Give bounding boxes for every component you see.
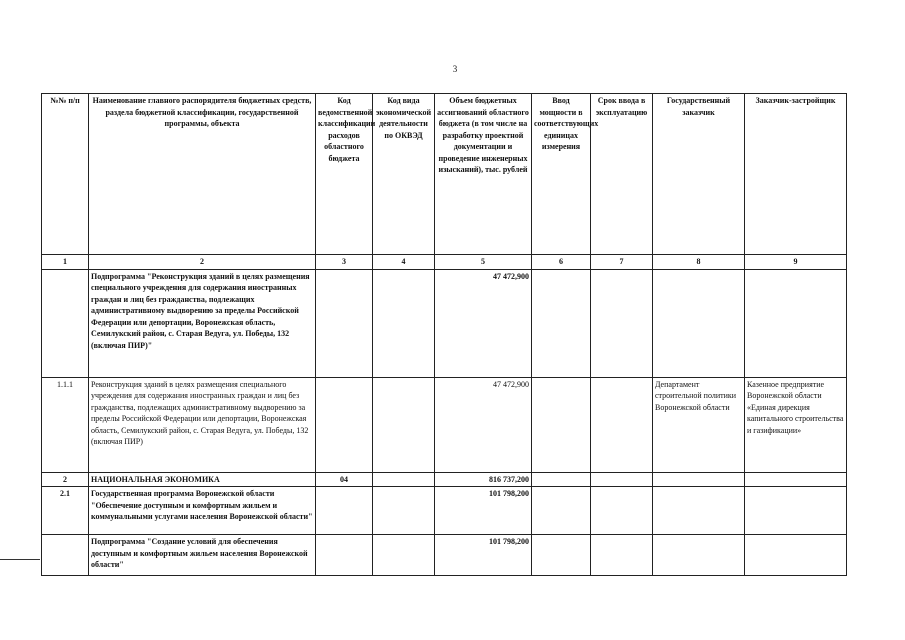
row-name: Государственная программа Воронежской области "Обеспечение доступным и комфортным жильем и коммунальными услугами населения Воронежской области" [89, 487, 316, 535]
row-deadline [591, 472, 653, 487]
column-number: 7 [591, 255, 653, 270]
column-number: 6 [532, 255, 591, 270]
row-developer [745, 535, 847, 576]
column-number: 3 [316, 255, 373, 270]
row-number: 2 [42, 472, 89, 487]
row-customer [653, 487, 745, 535]
row-capacity [532, 472, 591, 487]
table-row [42, 377, 847, 472]
row-capacity [532, 377, 591, 472]
header-okved: Код вида экономической деятельности по ОКВЭД [373, 94, 435, 255]
row-volume: 47 472,900 [435, 377, 532, 472]
row-okved [373, 487, 435, 535]
header-deadline: Срок ввода в эксплуатацию [591, 94, 653, 255]
column-number: 9 [745, 255, 847, 270]
row-number: 1.1.1 [42, 377, 89, 472]
column-number: 5 [435, 255, 532, 270]
column-number: 1 [42, 255, 89, 270]
row-number: 2.1 [42, 487, 89, 535]
row-customer [653, 269, 745, 377]
row-deadline [591, 377, 653, 472]
row-capacity [532, 269, 591, 377]
row-volume: 101 798,200 [435, 535, 532, 576]
row-dept-code [316, 377, 373, 472]
margin-mark [0, 559, 40, 560]
row-volume: 101 798,200 [435, 487, 532, 535]
row-dept-code [316, 487, 373, 535]
row-number [42, 269, 89, 377]
header-dept-code: Код ведомственной классификации расходов областного бюджета [316, 94, 373, 255]
row-name: НАЦИОНАЛЬНАЯ ЭКОНОМИКА [89, 472, 316, 487]
row-name: Подпрограмма "Создание условий для обеспечения доступным и комфортным жильем населения Воронежской области" [89, 535, 316, 576]
column-number: 8 [653, 255, 745, 270]
row-dept-code [316, 535, 373, 576]
table-row [42, 535, 847, 576]
row-customer [653, 472, 745, 487]
row-number [42, 535, 89, 576]
header-row [42, 94, 847, 255]
table-row [42, 472, 847, 487]
column-number-row [42, 255, 847, 270]
row-developer [745, 472, 847, 487]
header-name: Наименование главного распорядителя бюджетных средств, раздела бюджетной классификации, государственной программы, объекта [89, 94, 316, 255]
row-volume: 816 737,200 [435, 472, 532, 487]
column-number: 4 [373, 255, 435, 270]
row-developer [745, 487, 847, 535]
row-capacity [532, 535, 591, 576]
row-customer [653, 535, 745, 576]
table-row [42, 487, 847, 535]
row-okved [373, 377, 435, 472]
row-volume: 47 472,900 [435, 269, 532, 377]
header-customer: Государственный заказчик [653, 94, 745, 255]
row-okved [373, 472, 435, 487]
header-developer: Заказчик-застройщик [745, 94, 847, 255]
row-dept-code: 04 [316, 472, 373, 487]
header-volume: Объем бюджетных ассигнований областного бюджета (в том числе на разработку проектной документации и проведение инженерных изысканий), тыс. рублей [435, 94, 532, 255]
row-capacity [532, 487, 591, 535]
row-customer: Департамент строительной политики Воронежской области [653, 377, 745, 472]
page-number: 3 [452, 64, 458, 74]
row-dept-code [316, 269, 373, 377]
budget-table [41, 93, 847, 576]
row-deadline [591, 269, 653, 377]
column-number: 2 [89, 255, 316, 270]
table-row [42, 269, 847, 377]
row-deadline [591, 535, 653, 576]
header-no: №№ п/п [42, 94, 89, 255]
row-name: Подпрограмма "Реконструкция зданий в целях размещения специального учреждения для содержания иностранных граждан и лиц без гражданства, подлежащих административному выдворению за пределы Российской Федерации или депортации, Воронежская область, Семилукский район, с. Старая Ведуга, ул. Победы, 132 (включая ПИР)" [89, 269, 316, 377]
row-okved [373, 535, 435, 576]
row-developer [745, 269, 847, 377]
row-name: Реконструкция зданий в целях размещения специального учреждения для содержания иностранных граждан и лиц без гражданства, подлежащих административному выдворению за пределы Российской Федерации или депортации, Воронежская область, Семилукский район, с. Старая Ведуга, ул. Победы, 132 (включая ПИР) [89, 377, 316, 472]
row-developer: Казенное предприятие Воронежской области «Единая дирекция капитального строительства и газификации» [745, 377, 847, 472]
header-capacity: Ввод мощности в соответствующих единицах измерения [532, 94, 591, 255]
row-deadline [591, 487, 653, 535]
row-okved [373, 269, 435, 377]
